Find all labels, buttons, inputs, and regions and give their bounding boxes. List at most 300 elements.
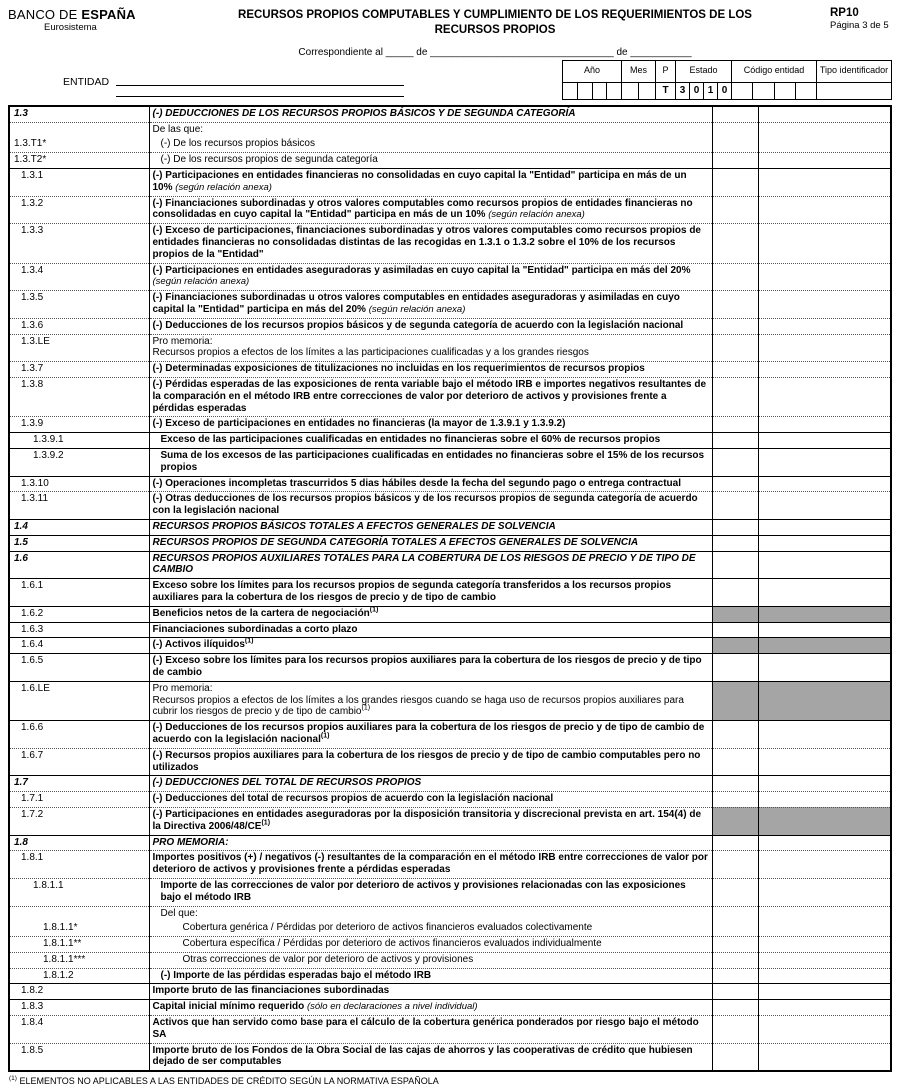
row-description-text: Recursos propios a efectos de los límites a las participaciones cualificadas y a los grandes riesgos [152,347,589,359]
row-code: 1.8.1.1** [9,937,149,953]
row-description [149,362,712,378]
value-cell-1[interactable] [712,291,758,319]
row-description-note: (sólo en declaraciones a nivel individual) [306,1001,478,1013]
value-cell-2[interactable] [758,776,891,792]
row-code: 1.3.7 [9,362,149,378]
value-cell-2[interactable] [758,449,891,477]
meta-box-cell-estado-3[interactable]: 1 [703,83,717,99]
row-description-text: (-) Exceso de participaciones en entidades no financieras (la mayor de 1.3.9.1 y 1.3.9.2) [152,418,566,430]
row-description [149,681,712,720]
value-cell-2[interactable] [758,169,891,197]
value-cell-1[interactable] [712,433,758,449]
form-row-1-6 [9,551,891,579]
form-row-1-6-7 [9,748,891,776]
value-cell-1[interactable] [712,169,758,197]
value-cell-2[interactable] [758,535,891,551]
value-cell-2[interactable] [758,622,891,638]
own-funds-table-body [9,106,891,1071]
row-description [149,606,712,622]
row-code: 1.8.3 [9,1000,149,1016]
row-code: 1.8.1.1*** [9,952,149,968]
meta-box-cell-ano-1[interactable] [563,83,577,99]
meta-box-cell-p-1[interactable]: T [662,84,669,96]
row-description-text: Cobertura específica / Pérdidas por deterioro de activos financieros evaluados individualmente [182,938,602,950]
row-description-text: (-) Deducciones del total de recursos propios de acuerdo con la legislación nacional [152,793,554,805]
form-row-1-6-4 [9,638,891,654]
value-cell-1[interactable] [712,579,758,607]
value-cell-1[interactable] [712,535,758,551]
reporting-period-line: Correspondiente al _____ de _________________________________ de ___________ [298,46,692,58]
value-cell-1[interactable] [712,551,758,579]
value-cell-2[interactable] [758,984,891,1000]
row-description [149,378,712,417]
form-row-1-3-9-2 [9,449,891,477]
form-row-1-3 [9,106,891,122]
value-cell-2[interactable] [758,878,891,906]
value-cell-2[interactable] [758,1016,891,1044]
entity-input-line-2[interactable] [116,86,404,97]
row-description-text: (-) DEDUCCIONES DEL TOTAL DE RECURSOS PROPIOS [152,777,422,789]
row-description [149,106,712,122]
row-description-text: Importe de las correcciones de valor por deterioro de activos y provisiones relacionadas con las exposiciones bajo el método IRB [160,879,686,903]
row-description [149,492,712,520]
entity-input-line-1[interactable] [116,75,404,86]
meta-box-row-estado [676,83,731,99]
row-description-note: (según relación anexa) [368,304,466,316]
row-code [9,906,149,921]
row-description [149,169,712,197]
row-description-text: Importes positivos (+) / negativos (-) resultantes de la comparación en el método IRB entre correcciones de valor por deterioro de activos y provisiones frente a pérdidas esperadas [152,852,708,876]
row-description [149,622,712,638]
row-description [149,449,712,477]
meta-col-label-p: P [656,61,675,83]
value-cell-1[interactable] [712,984,758,1000]
row-description [149,579,712,607]
form-row-1-8-2 [9,984,891,1000]
meta-col-label-ano: Año [563,61,621,83]
value-cell-2[interactable] [758,318,891,334]
meta-col-label-tipo-identificador: Tipo identificador [817,61,891,83]
value-cell-2 [758,606,891,622]
row-description [149,291,712,319]
meta-box-cell-codigo-entidad-2[interactable] [752,83,773,99]
row-description-prefix: Pro memoria: [152,335,213,347]
row-code: 1.3.6 [9,318,149,334]
row-code: 1.3.LE [9,334,149,362]
value-cell-1[interactable] [712,153,758,169]
form-row-1-4 [9,519,891,535]
row-description [149,776,712,792]
value-cell-1 [712,807,758,835]
row-description-text: Suma de los excesos de las participaciones cualificadas en entidades no financieras sobre el 15% de los recursos propios [160,450,705,473]
row-description-note: (según relación anexa) [175,181,272,193]
value-cell-2[interactable] [758,1000,891,1016]
value-cell-1 [712,606,758,622]
row-description [149,476,712,492]
row-code: 1.3.5 [9,291,149,319]
footnote-reference: (1) [369,606,379,614]
row-code: 1.6.4 [9,638,149,654]
entity-and-meta-row [8,60,892,100]
value-cell-2[interactable] [758,417,891,433]
meta-col-p [655,61,675,99]
row-description-text: (-) De los recursos propios de segunda categoría [160,154,378,166]
value-cell-1[interactable] [712,106,758,122]
form-row-1-3-3 [9,224,891,263]
row-code [9,122,149,137]
row-code: 1.6.1 [9,579,149,607]
footnote-1 [8,1075,892,1086]
value-cell-1[interactable] [712,263,758,291]
value-cell-1[interactable] [712,952,758,968]
form-row-1-8-1-1 [9,921,891,936]
row-description [149,792,712,808]
row-code: 1.8.2 [9,984,149,1000]
value-cell-2[interactable] [758,968,891,984]
form-row-1-7 [9,776,891,792]
row-description-text: (-) Participaciones en entidades financieras no consolidadas en cuyo capital la "Entidad" participa en más de un 10% [152,170,687,193]
row-code: 1.8.5 [9,1043,149,1071]
form-row-1-8-5 [9,1043,891,1071]
value-cell-2 [758,638,891,654]
value-cell-2[interactable] [758,378,891,417]
value-cell-2[interactable] [758,654,891,682]
value-cell-1[interactable] [712,476,758,492]
meta-box-cell-estado-2[interactable]: 0 [689,83,703,99]
form-row-1-6-1 [9,579,891,607]
row-description-text: (-) Pérdidas esperadas de las exposiciones de renta variable bajo el método IRB e importes negativos resultantes de la comparación en el método IRB entre correcciones de valor por deterioro de activos y provisiones frente a pérdidas esperadas [152,379,707,414]
form-row-1-3-6 [9,318,891,334]
form-row-1-3-5 [9,291,891,319]
meta-box-cell-codigo-entidad-4[interactable] [795,83,816,99]
value-cell-2[interactable] [758,476,891,492]
value-cell-2[interactable] [758,937,891,953]
row-code: 1.3.4 [9,263,149,291]
row-description [149,878,712,906]
row-code: 1.3.9.2 [9,449,149,477]
value-cell-1[interactable] [712,196,758,224]
meta-col-tipo-identificador [816,61,891,99]
row-code: 1.8.1.1 [9,878,149,906]
row-code: 1.4 [9,519,149,535]
row-description-text: Del que: [160,907,198,919]
meta-col-label-estado: Estado [676,61,731,83]
meta-box-row-codigo-entidad [732,83,816,99]
value-cell-2 [758,807,891,835]
row-description-text: PRO MEMORIA: [152,836,229,848]
value-cell-1[interactable] [712,654,758,682]
row-description [149,1016,712,1044]
logo-bank-name [8,7,160,22]
meta-box-row-tipo-identificador [817,83,891,99]
value-cell-1[interactable] [712,362,758,378]
value-cell-1[interactable] [712,937,758,953]
form-row-1-6-5 [9,654,891,682]
form-row-1-3-9 [9,417,891,433]
row-description-text: Otras correcciones de valor por deterioro de activos y provisiones [182,953,474,965]
value-cell-1[interactable] [712,921,758,936]
value-cell-1[interactable] [712,334,758,362]
value-cell-2[interactable] [758,1043,891,1071]
row-code: 1.6.6 [9,721,149,749]
value-cell-1[interactable] [712,122,758,137]
value-cell-1[interactable] [712,224,758,263]
row-description-text: (-) Participaciones en entidades aseguradoras y asimiladas en cuyo capital la "Entidad" participa en más del 20% [152,264,691,276]
row-description-text: (-) Determinadas exposiciones de titulizaciones no incluidas en los requerimientos de recursos propios [152,363,645,375]
logo-bank-name-light: BANCO DE [8,7,82,22]
row-description-text: (-) Exceso de participaciones, financiaciones subordinadas y otros valores computables como recursos propios de entidades financieras no consolidadas distintas de las recogidas en 1.3.1 o 1.3.2 sobre el 10% de los recursos propios de la "Entidad" [152,225,701,260]
value-cell-2[interactable] [758,906,891,921]
value-cell-1[interactable] [712,417,758,433]
row-description-text: RECURSOS PROPIOS DE SEGUNDA CATEGORÍA TOTALES A EFECTOS GENERALES DE SOLVENCIA [152,536,639,548]
form-row-1-8-4 [9,1016,891,1044]
row-code: 1.6.2 [9,606,149,622]
row-code: 1.5 [9,535,149,551]
value-cell-2[interactable] [758,433,891,449]
value-cell-1 [712,681,758,720]
value-cell-1[interactable] [712,792,758,808]
form-code: RP10 [830,7,859,19]
row-description [149,721,712,749]
value-cell-2[interactable] [758,362,891,378]
value-cell-1[interactable] [712,906,758,921]
meta-box-cell-mes-1[interactable] [622,83,638,99]
row-description-text: Financiaciones subordinadas a corto plazo [152,623,358,635]
value-cell-2[interactable] [758,579,891,607]
meta-box-row-mes [622,83,655,99]
value-cell-1[interactable] [712,378,758,417]
value-cell-2[interactable] [758,196,891,224]
row-description [149,122,712,137]
value-cell-1[interactable] [712,835,758,851]
row-code: 1.8.1.1* [9,921,149,936]
row-description-text: RECURSOS PROPIOS BÁSICOS TOTALES A EFECTOS GENERALES DE SOLVENCIA [152,520,556,532]
row-description-text: Cobertura genérica / Pérdidas por deterioro de activos financieros evaluados colectivamente [182,922,593,934]
value-cell-2[interactable] [758,122,891,137]
row-description-text: (-) Importe de las pérdidas esperadas bajo el método IRB [160,969,432,981]
form-title [160,8,830,38]
row-description [149,638,712,654]
form-title-line-1: RECURSOS PROPIOS COMPUTABLES Y CUMPLIMIENTO DE LOS REQUERIMIENTOS DE LOS [238,9,752,21]
row-code: 1.7 [9,776,149,792]
row-code: 1.3.3 [9,224,149,263]
value-cell-2[interactable] [758,153,891,169]
value-cell-2[interactable] [758,519,891,535]
meta-box-cell-estado-4[interactable]: 0 [717,83,731,99]
row-code: 1.3.T1* [9,137,149,152]
value-cell-2[interactable] [758,224,891,263]
row-code: 1.6.LE [9,681,149,720]
value-cell-2[interactable] [758,263,891,291]
form-row-1-3-10 [9,476,891,492]
value-cell-1[interactable] [712,776,758,792]
value-cell-2[interactable] [758,748,891,776]
row-description-text: (-) Recursos propios auxiliares para la cobertura de los riesgos de precio y de tipo de cambio computables pero no utilizados [152,749,701,773]
meta-box-row-p [656,83,675,99]
form-row-1-3-T1 [9,137,891,152]
row-description [149,196,712,224]
row-description [149,952,712,968]
value-cell-1[interactable] [712,449,758,477]
row-description-text: Importe bruto de los Fondos de la Obra Social de las cajas de ahorros y las cooperativas de crédito que hubiesen dejado de ser computables [152,1044,693,1068]
own-funds-table [8,105,892,1072]
row-description-note: (según relación anexa) [152,276,250,288]
row-code: 1.3.9 [9,417,149,433]
row-description [149,1000,712,1016]
meta-box-cell-ano-2[interactable] [577,83,592,99]
row-code: 1.3.8 [9,378,149,417]
meta-box-row-ano [563,83,621,99]
value-cell-2[interactable] [758,851,891,879]
value-cell-2[interactable] [758,835,891,851]
meta-col-mes [621,61,655,99]
meta-col-label-mes: Mes [622,61,655,83]
page-header [8,5,892,58]
form-row-1-3-4 [9,263,891,291]
entity-field [63,75,404,97]
entity-input-lines[interactable] [116,75,404,97]
row-description-text: (-) Financiaciones subordinadas y otros valores computables como recursos propios de entidades financieras no consolidadas en cuyo capital la "Entidad" participa en más de un 10% [152,197,693,221]
form-row-1-8-1-2 [9,968,891,984]
footnote-1-text: ELEMENTOS NO APLICABLES A LAS ENTIDADES DE CRÉDITO SEGÚN LA NORMATIVA ESPAÑOLA [16,1076,439,1087]
row-description [149,535,712,551]
value-cell-2[interactable] [758,334,891,362]
row-description-text: Activos que han servido como base para el cálculo de la cobertura genérica ponderados por riesgo bajo el método SA [152,1017,699,1040]
row-code: 1.3.T2* [9,153,149,169]
form-row-1-7-1 [9,792,891,808]
value-cell-1[interactable] [712,137,758,152]
row-description-text: (-) DEDUCCIONES DE LOS RECURSOS PROPIOS BÁSICOS Y DE SEGUNDA CATEGORÍA [152,107,576,119]
footnote-reference: (1) [361,705,371,713]
value-cell-2[interactable] [758,721,891,749]
footnote-1-marker: (1) [9,1075,17,1083]
meta-box-cell-mes-2[interactable] [638,83,655,99]
value-cell-2 [758,681,891,720]
value-cell-2[interactable] [758,792,891,808]
meta-col-label-codigo-entidad: Código entidad [732,61,816,83]
row-code: 1.8.1.2 [9,968,149,984]
logo-subtitle: Eurosistema [44,22,97,33]
form-row-1-5 [9,535,891,551]
row-description [149,968,712,984]
row-description-text: (-) Operaciones incompletas trascurridos 5 dias hábiles desde la fecha del segundo pago o entrega contractual [152,477,681,489]
value-cell-1[interactable] [712,968,758,984]
row-description [149,1043,712,1071]
value-cell-1[interactable] [712,1043,758,1071]
value-cell-2[interactable] [758,291,891,319]
row-description-text: (-) Exceso sobre los límites para los recursos propios auxiliares para la cobertura de los riesgos de precio y de tipo de cambio [152,655,702,678]
row-description [149,984,712,1000]
title-block [160,5,830,58]
form-row-1-7-2 [9,807,891,835]
value-cell-2[interactable] [758,492,891,520]
row-description-text: (-) Otras deducciones de los recursos propios básicos y de los recursos propios de segunda categoría de acuerdo con la legislación nacional [152,493,698,517]
value-cell-2[interactable] [758,551,891,579]
value-cell-1[interactable] [712,1000,758,1016]
row-code: 1.6 [9,551,149,579]
row-code: 1.3 [9,106,149,122]
form-row-1-8-1-1 [9,952,891,968]
meta-col-codigo-entidad [731,61,816,99]
meta-box-cell-codigo-entidad-1[interactable] [732,83,752,99]
row-description-text: Capital inicial mínimo requerido [152,1001,307,1013]
entity-label: ENTIDAD [63,75,110,88]
form-row-1-6-3 [9,622,891,638]
meta-box-cell-tipo-identificador-1[interactable] [817,83,891,99]
row-description-prefix: Pro memoria: [152,682,213,694]
row-description [149,748,712,776]
row-description [149,921,712,936]
form-row-1-6-LE [9,681,891,720]
form-row-note [9,906,891,921]
row-description [149,906,712,921]
row-description-text: (-) Financiaciones subordinadas u otros valores computables en entidades aseguradoras y asimiladas en cuyo capital la "Entidad" participa en más del 20% [152,292,680,316]
row-code: 1.6.7 [9,748,149,776]
value-cell-1[interactable] [712,878,758,906]
row-description [149,153,712,169]
form-row-1-8-1-1 [9,937,891,953]
row-description [149,137,712,152]
meta-box-cell-ano-4[interactable] [606,83,621,99]
value-cell-1[interactable] [712,721,758,749]
form-code-block [830,5,892,31]
value-cell-1 [712,638,758,654]
meta-box-cell-codigo-entidad-3[interactable] [774,83,795,99]
value-cell-2[interactable] [758,921,891,936]
form-row-1-3-LE [9,334,891,362]
logo-bank-name-bold: ESPAÑA [81,7,136,22]
form-row-note [9,122,891,137]
row-description [149,807,712,835]
form-title-line-2: RECURSOS PROPIOS [434,23,556,36]
row-code: 1.8.1 [9,851,149,879]
footnote-reference: (1) [244,638,254,646]
meta-col-estado [675,61,731,99]
row-description-text: RECURSOS PROPIOS AUXILIARES TOTALES PARA LA COBERTURA DE LOS RIESGOS DE PRECIO Y DE TIPO DE CAMBIO [152,552,696,576]
value-cell-1[interactable] [712,1016,758,1044]
reporting-header-table [562,60,892,100]
value-cell-2[interactable] [758,106,891,122]
form-row-1-6-2 [9,606,891,622]
row-description-text: (-) Participaciones en entidades aseguradoras por la disposición transitoria y discrecional prevista en art. 154(4) de la Directiva 2006/48/CE [152,808,702,832]
form-row-1-3-T2 [9,153,891,169]
row-description-text: Exceso de las participaciones cualificadas en entidades no financieras sobre el 60% de recursos propios [160,434,661,446]
row-description [149,835,712,851]
value-cell-1[interactable] [712,492,758,520]
value-cell-1[interactable] [712,851,758,879]
value-cell-2[interactable] [758,952,891,968]
value-cell-1[interactable] [712,318,758,334]
meta-box-cell-estado-1[interactable]: 3 [679,84,686,96]
row-description-text: Beneficios netos de la cartera de negociación [152,607,370,619]
form-row-1-3-1 [9,169,891,197]
row-code: 1.6.3 [9,622,149,638]
row-code: 1.8 [9,835,149,851]
value-cell-1[interactable] [712,748,758,776]
row-code: 1.3.10 [9,476,149,492]
value-cell-1[interactable] [712,622,758,638]
row-description-note: (según relación anexa) [488,209,585,221]
value-cell-2[interactable] [758,137,891,152]
row-description-text: Importe bruto de las financiaciones subordinadas [152,985,390,997]
form-row-1-8-3 [9,1000,891,1016]
row-description-text: (-) Deducciones de los recursos propios auxiliares para la cobertura de los riesgos de precio y de tipo de cambio de acuerdo con la legislación nacional [152,722,705,745]
value-cell-1[interactable] [712,519,758,535]
row-description [149,551,712,579]
row-description [149,318,712,334]
row-description-text: (-) Activos ilíquidos [152,639,245,651]
meta-box-cell-ano-3[interactable] [592,83,607,99]
